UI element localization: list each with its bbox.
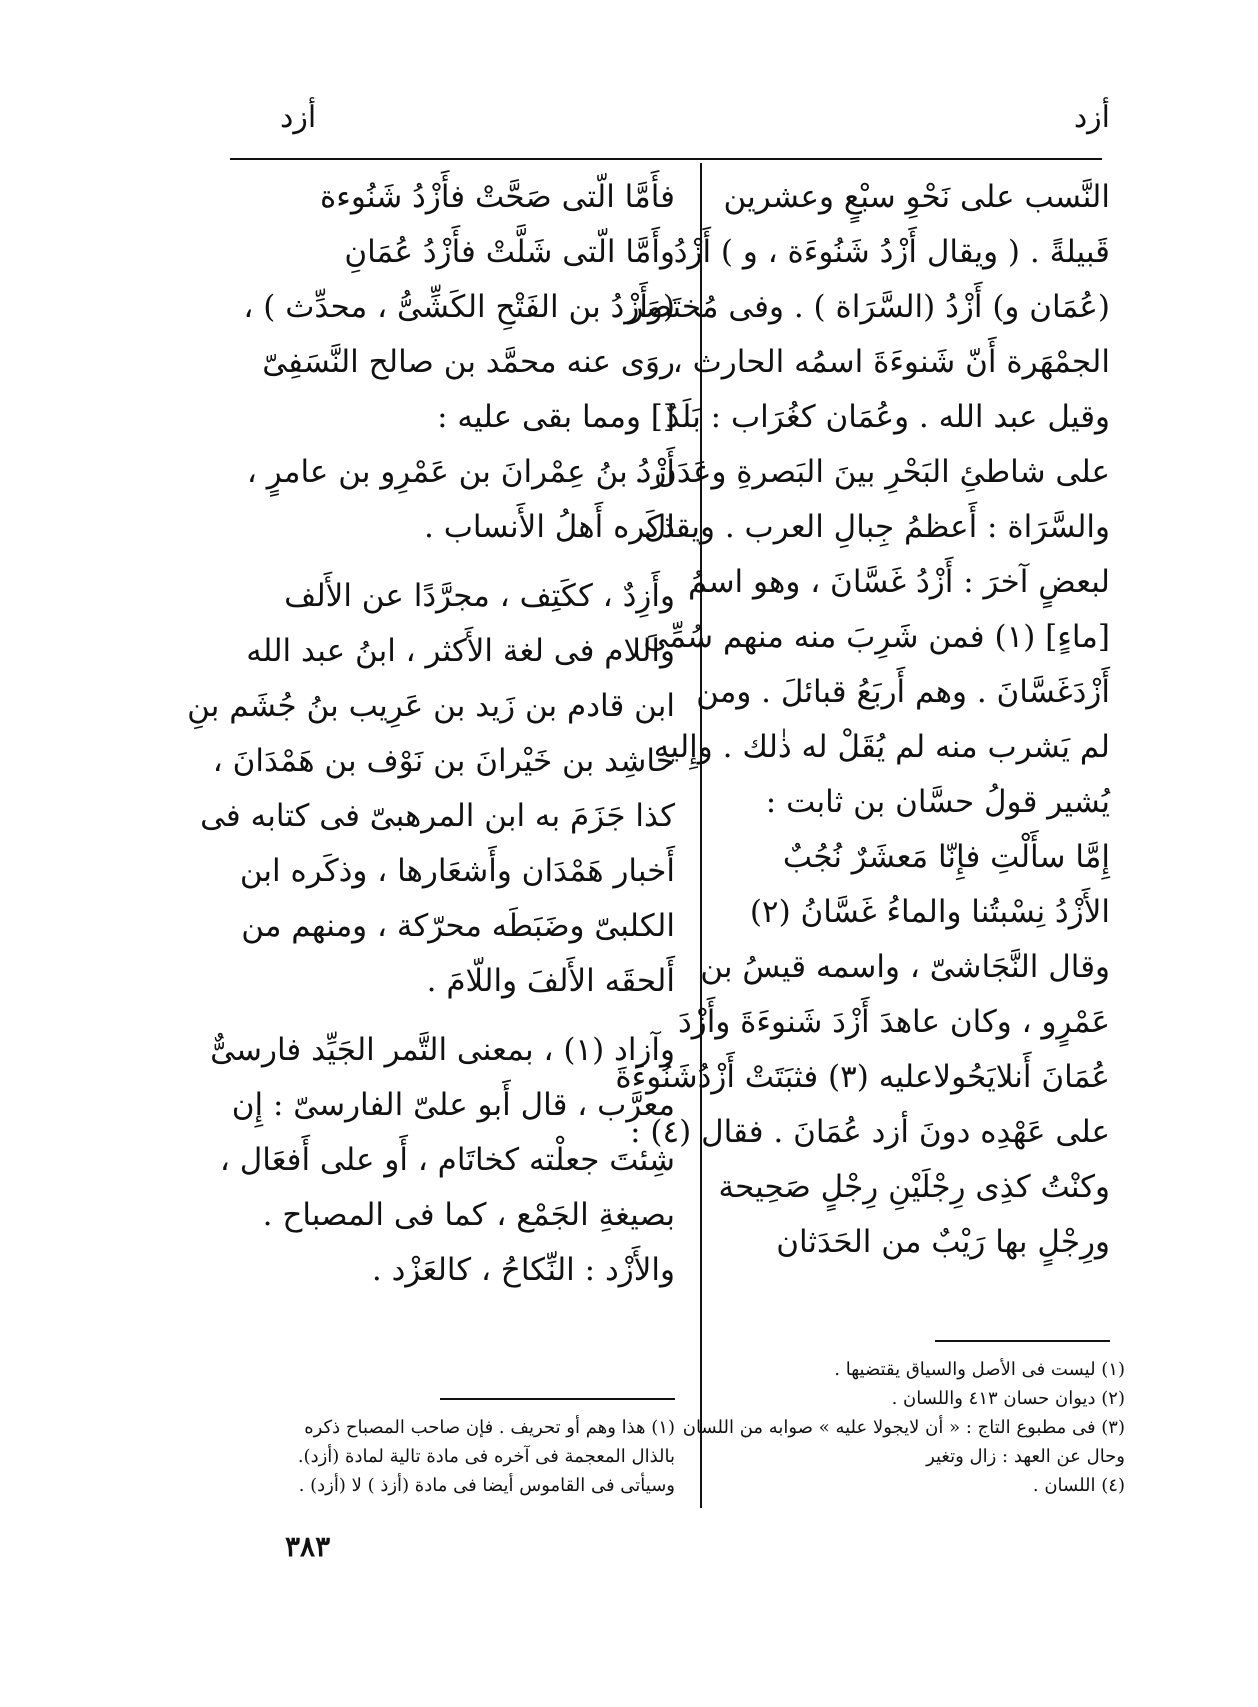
verse-line: وكنْتُ كذِى رِجْلَيْنِ رِجْلٍ صَحِيحة: [718, 1169, 1110, 1205]
footnote: (١) ليست فى الأصل والسياق يقتضيها .: [834, 1359, 1125, 1380]
text-line: على عَهْدِه دونَ أزد عُمَانَ . فقال (٤) :: [630, 1114, 1110, 1150]
text-line: [ماءٍ] (١) فمن شَرِبَ منه منهم سُمِّىَ: [643, 619, 1110, 655]
text-line: ذكَره أَهلُ الأَنساب .: [424, 509, 675, 545]
text-line: وقال النَّجَاشىّ ، واسمه قيسُ بن: [700, 949, 1110, 985]
left-column: [187, 170, 675, 1298]
text-line: أَخبار هَمْدَان وأَشعَارها ، وذكَره ابن: [239, 853, 675, 889]
verse-line: ورِجْلٍ بها رَيْبٌ من الحَدَثان: [776, 1224, 1110, 1260]
verse-line: وأَمَّا الّتى شَلَّتْ فأَزْدُ عُمَانِ: [344, 234, 675, 270]
footnotes-left: [230, 1413, 675, 1500]
text-line: والأَزْد : النِّكاحُ ، كالعَزْد .: [371, 1252, 675, 1288]
text-line: عُمَانَ أَنلايَحُولاعليه (٣) فثبَتَتْ أَزْدُشَنُوءَةَ: [615, 1059, 1110, 1095]
text-line: لم يَشرب منه لم يُقَلْ له ذٰلك . وإِليه: [653, 729, 1110, 765]
text-line: روَى عنه محمَّد بن صالح النَّسَفِىّ: [262, 344, 675, 380]
page-number: ٣٨٣: [285, 1530, 331, 1563]
text-line: [] ومما بقى عليه :: [437, 399, 675, 435]
text-line: كذا جَزَمَ به ابن المرهبىّ فى كتابه فى: [200, 798, 675, 834]
footnote-rule-right: [935, 1340, 1110, 1342]
text-line: أَزْدَغَسَّانَ . وهم أَربَعُ قبائلَ . ومن: [696, 674, 1110, 710]
header-keyword-left: أزد: [280, 100, 317, 135]
text-line: عَمْرٍو ، وكان عاهدَ أَزْدَ شَنوءَةَ وأَزْدَ: [677, 1004, 1110, 1040]
header-rule: [230, 158, 1102, 160]
text-line: واللام فى لغة الأَكثر ، ابنُ عبد الله: [246, 633, 675, 669]
text-line: أَزْدُ بنُ عِمْرانَ بن عَمْرِو بن عامرٍ ،: [246, 454, 675, 490]
text-line: النَّسب على نَحْوِ سبْعٍ وعشرين: [723, 179, 1110, 215]
text-line: لبعضٍ آخرَ : أَزْدُ غَسَّانَ ، وهو اسمُ: [687, 564, 1110, 600]
text-line: معرَّب ، قال أَبو علىّ الفارسىّ : إِن: [231, 1087, 675, 1123]
footnote: (٢) ديوان حسان ٤١٣ واللسان .: [891, 1388, 1125, 1409]
text-line: يُشير قولُ حسَّان بن ثابت :: [765, 784, 1110, 820]
text-line: وقيل عبد الله . وعُمَان كغُرَاب : بَلَدٌ: [665, 399, 1110, 435]
text-line: على شاطئِ البَحْرِ بينَ البَصرةِ وعَدَن .: [634, 454, 1110, 490]
text-line: (عُمَان و) أَزْدُ (السَّرَاة ) . وفى مُختَصَر: [628, 289, 1110, 325]
text-line: حاشِد بن خَيْرانَ بن نَوْف بن هَمْدَانَ ،: [212, 743, 675, 779]
footnote-continuation: وسيأتى فى القاموس أيضا فى مادة (أزذ ) لا (أزد) .: [298, 1475, 675, 1496]
text-line: أَلحقَه الأَلفَ واللّامَ .: [426, 963, 675, 999]
page-header: [230, 100, 1110, 140]
verse-line: الأَزْدُ نِسْبتُنا والماءُ غَسَّانُ (٢): [749, 894, 1110, 930]
text-line: (وأَزْدُ بن الفَتْحِ الكَشِّىُّ ، محدِّث ) ،: [243, 289, 675, 325]
footnote-rule-left: [440, 1398, 675, 1400]
text-line: الكلبىّ وضَبَطَه محرّكة ، ومنهم من: [241, 908, 675, 944]
footnotes-right: [682, 1355, 1125, 1500]
text-line: بصيغةِ الجَمْع ، كما فى المصباح .: [262, 1197, 675, 1233]
footnote: (٤) اللسان .: [1032, 1475, 1125, 1496]
footnote: (٣) فى مطبوع التاج : « أن لايجولا عليه » صوابه من اللسان: [682, 1417, 1125, 1438]
verse-line: إِمَّا سأَلْتِ فإِنّا مَعشَرٌ نُجُبٌ: [782, 839, 1110, 875]
text-line: وأَزِدٌ ، ككَتِف ، مجرَّدًا عن الأَلف: [284, 578, 675, 614]
right-column: [615, 170, 1110, 1270]
footnote-continuation: وحال عن العهد : زال وتغير: [926, 1446, 1125, 1467]
text-line: شِئتَ جعلْته كخاتَام ، أَو على أَفعَال ،: [219, 1142, 675, 1178]
text-line: وآزاد (١) ، بمعنى التَّمر الجَيِّد فارسىٌّ: [210, 1032, 675, 1068]
text-line: والسَّرَاة : أَعظمُ جِبالِ العرب . ويقال: [643, 509, 1110, 545]
text-line: ابن قادم بن زَيد بن عَرِيب بنُ جُشَم بنِ: [187, 688, 675, 724]
header-keyword-right: أزد: [1073, 100, 1110, 135]
footnote-continuation: بالذال المعجمة فى آخره فى مادة تالية لمادة (أزد).: [297, 1446, 675, 1467]
text-line: قَبيلةً . ( ويقال أَزْدُ شَنُوءَة ، و ) أَزْدُ: [673, 234, 1110, 270]
verse-line: فأَمَّا الّتى صَحَّتْ فأَزْدُ شَنُوءة: [320, 179, 675, 215]
text-line: الجمْهَرة أَنّ شَنوءَةَ اسمُه الحارث ،: [672, 344, 1110, 380]
footnote: (١) هذا وهم أو تحريف . فإن صاحب المصباح ذكره: [304, 1417, 675, 1438]
